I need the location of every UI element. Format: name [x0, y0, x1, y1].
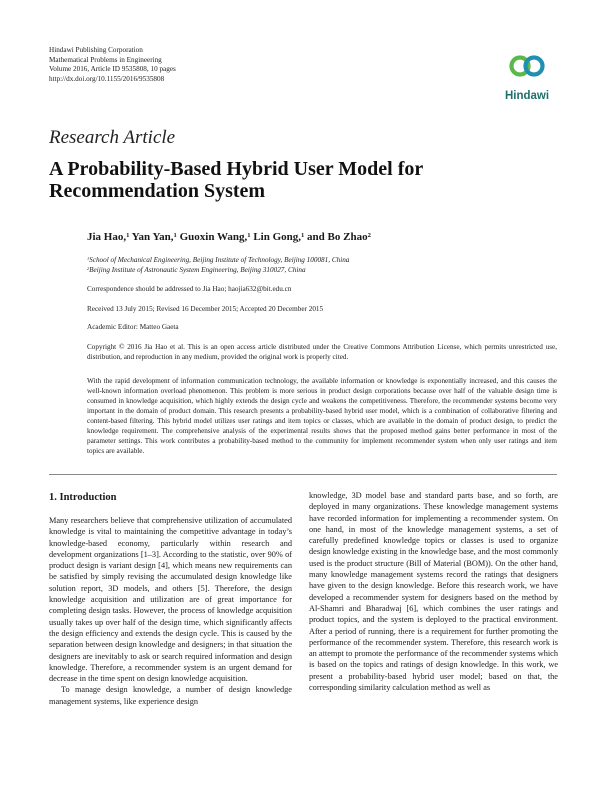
paragraph: knowledge, 3D model base and standard parts base, and so forth, are deployed in many organizations. These knowledge management systems have recorded information for implementing a recommender system. On one hand, in most of the knowledge management systems, a set of carefully predefined knowledge topics or classes is used to organize design knowledge existing in the knowledge base, and the most commonly used is the product structure (Bill of Material (BOM)). On the other hand, many knowledge management systems record the ratings that designers have given to the design knowledge. Before this research work, we have developed a recommender system for designers based on the method by Al-Shamri and Bharadwaj [6], which combines the user ratings and product topics, and the system is deployed to the practical environment. After a period of running, there is a requirement for further promoting the performance of the recommender system. Therefore, this research work is an attempt to promote the performance of the recommender systems which is based on the topics and ratings of design knowledge. In this work, we present a probability-based hybrid user model; based on that, the corresponding similarity calculation method as well as: [309, 491, 558, 693]
article-title: [49, 158, 469, 202]
journal-volume: Volume 2016, Article ID 9535808, 10 pages: [49, 65, 176, 73]
title-line-1: A Probability-Based Hybrid User Model for: [49, 158, 424, 180]
author: Lin Gong,$^1$: [253, 231, 305, 243]
section-divider: [49, 474, 557, 475]
author-list: [87, 231, 371, 243]
article-dates: Received 13 July 2015; Revised 16 December 2015; Accepted 20 December 2015: [87, 305, 324, 313]
author: and Bo Zhao$^2$: [307, 231, 371, 243]
author: Jia Hao,$^1$: [87, 231, 130, 243]
abstract: With the rapid development of information communication technology, the available information or knowledge is exponentially increased, and this causes the well-known information overload phenomenon. This problem is more serious in product design corporations because over half of the valuable design time is consumed in knowledge acquisition, which highly extends the design cycle and weakens the competitiveness. Therefore, the recommender systems become very important in the domain of product domain. This research presents a probability-based hybrid user model, which is a combination of collaborative filtering and content-based filtering. This hybrid model utilizes user ratings and item topics or classes, which are available in the domain of product design, to predict the knowledge requirement. The comprehensive analysis of the experimental results shows that the proposed method gains better performance in most of the parameter settings. This work contributes a probability-based method to the community for implement recommender system when only user ratings and item topics are available.: [87, 377, 557, 455]
body-column-right: [309, 490, 558, 693]
affiliation-2: $^2$Beijing Institute of Astronautic System Engineering, Beijing 310027, China: [87, 266, 306, 274]
section-heading: 1. Introduction: [49, 492, 117, 503]
affiliation-1: $^1$School of Mechanical Engineering, Beijing Institute of Technology, Beijing 100081, China: [87, 256, 350, 264]
journal-publisher: Hindawi Publishing Corporation: [49, 46, 143, 54]
correspondence: Correspondence should be addressed to Jia Hao; haojia632@bit.edu.cn: [87, 285, 292, 293]
academic-editor: Academic Editor: Matteo Gaeta: [87, 323, 179, 331]
paragraph: Many researchers believe that comprehensive utilization of accumulated knowledge is vital to maintaining the competitive advantage in today’s knowledge-based economy, particularly within research and development organizations [1–3]. According to the statistic, over 90% of product design is variant design [4], which means new requirements can be satisfied by simply revising the accumulated design knowledge like solution report, 3D models, and others [5]. Therefore, the design knowledge acquisition and utilization are of great importance for completing design tasks. However, the process of knowledge acquisition usually takes up over half of the design time, which significantly affects the design efficiency and extends the design cycle. This is caused by the separation between design knowledge and designers; in that situation the designers are inevitably to ask or search required information and design knowledge. Therefore, a recommender system is an urgent demand for decrease in the time spent on design knowledge acquisition.: [49, 516, 292, 684]
article-type: Research Article: [49, 127, 176, 148]
hindawi-logo-text: Hindawi: [504, 90, 550, 102]
author: Yan Yan,$^1$: [131, 231, 177, 243]
journal-name: Mathematical Problems in Engineering: [49, 55, 162, 64]
journal-doi-link[interactable]: http://dx.doi.org/10.1155/2016/9535808: [49, 74, 165, 83]
author: Guoxin Wang,$^1$: [179, 231, 251, 243]
copyright-notice: Copyright © 2016 Jia Hao et al. This is an open access article distributed under the Creative Commons Attribution License, which permits unrestricted use, distribution, and reproduction in any medium, provided the original work is properly cited.: [87, 343, 557, 361]
title-line-2: Recommendation System: [49, 180, 266, 202]
body-column-left: [49, 515, 292, 707]
paragraph: To manage design knowledge, a number of design knowledge management systems, like experience design: [49, 685, 292, 706]
